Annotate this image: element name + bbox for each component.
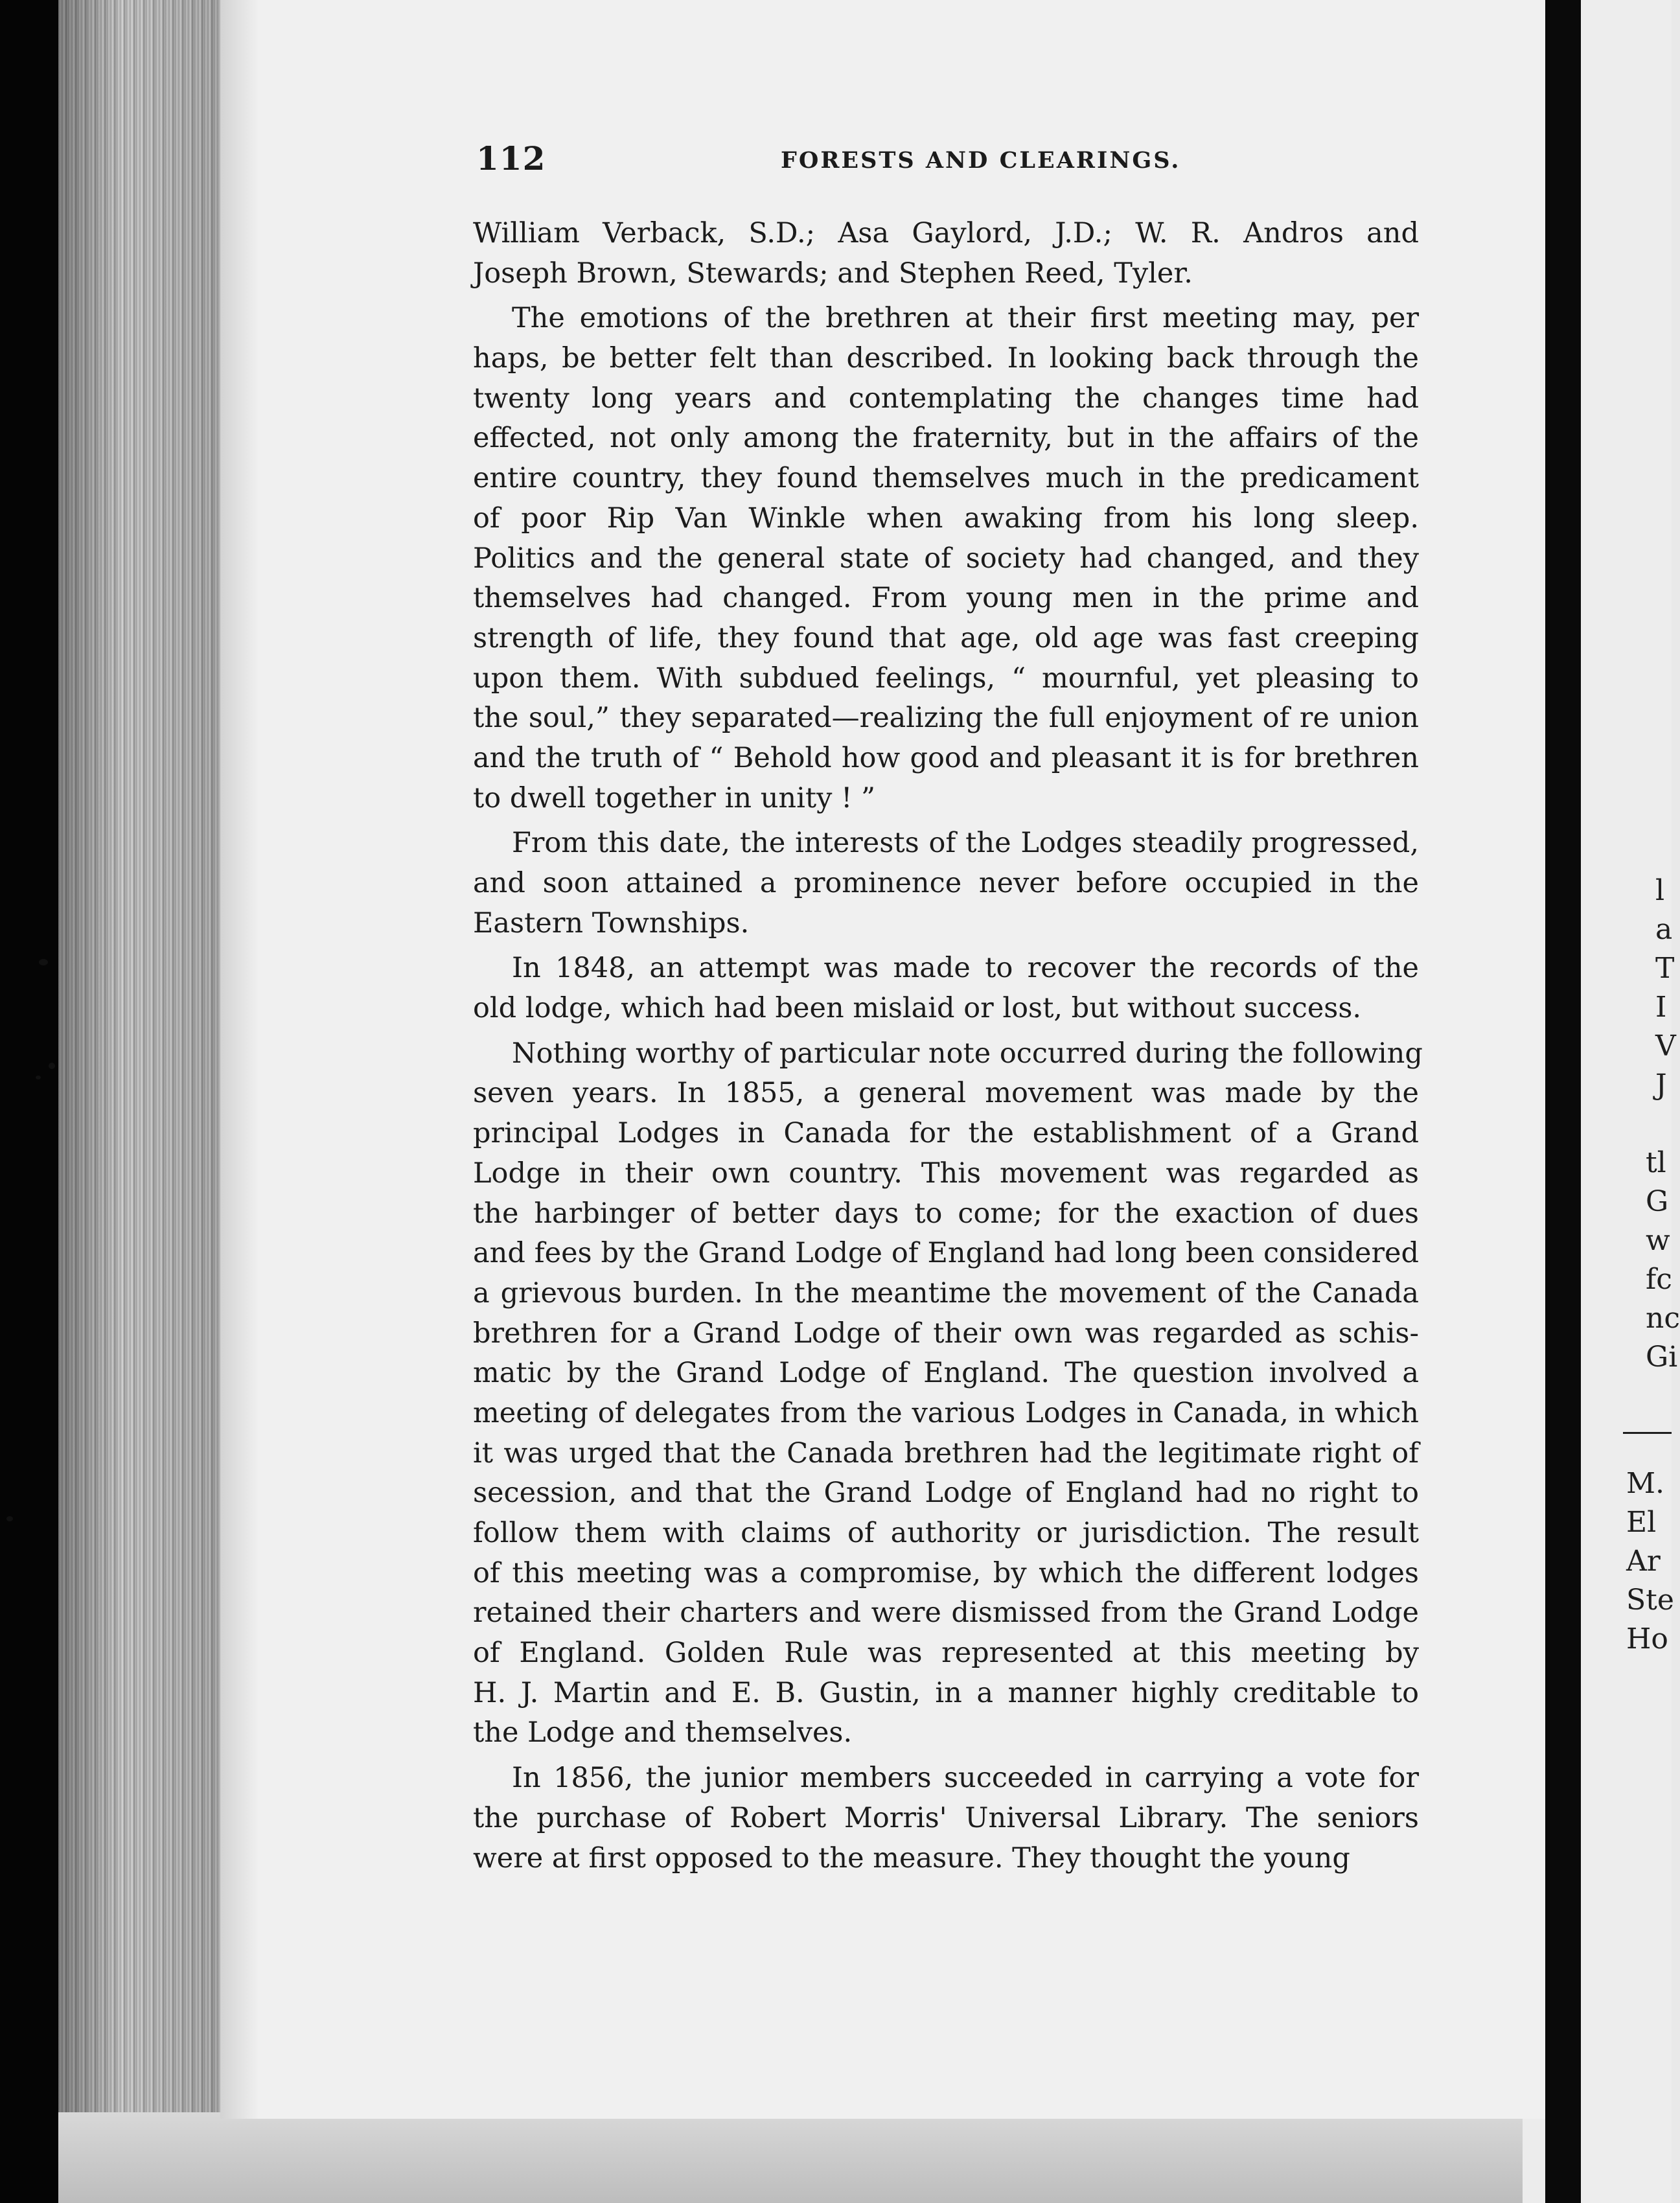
dust-speck — [49, 1063, 55, 1069]
text-line: old lodge, which had been mislaid or lost, but without success. — [473, 992, 1362, 1025]
text-line: themselves had changed. From young men in the prime and — [473, 582, 1419, 615]
text-line: H. J. Martin and E. B. Gustin, in a manner highly creditable to — [473, 1676, 1419, 1709]
body-text — [473, 214, 1423, 1878]
text-line: twenty long years and contemplating the changes time had — [473, 382, 1419, 415]
text-line: the purchase of Robert Morris' Universal Library. The seniors — [473, 1801, 1419, 1834]
text-line: follow them with claims of authority or jurisdiction. The result — [473, 1517, 1419, 1549]
text-line: In 1848, an attempt was made to recover the records of the — [512, 952, 1419, 985]
text-line: Joseph Brown, Stewards; and Stephen Reed, Tyler. — [473, 257, 1193, 290]
facing-page — [1581, 0, 1675, 2203]
text-line: a grievous burden. In the meantime the movement of the Canada — [473, 1276, 1419, 1309]
facing-page-fragment: Ho — [1626, 1622, 1668, 1655]
page-header — [476, 139, 1416, 185]
text-line: entire country, they found themselves much in the predicament — [473, 462, 1419, 495]
facing-page-fragment: Gi — [1646, 1341, 1678, 1374]
text-line: secession, and that the Grand Lodge of England had no right to — [473, 1477, 1419, 1510]
text-line: William Verback, S.D.; Asa Gaylord, J.D.; W. R. Andros and — [473, 217, 1419, 249]
text-line: the Lodge and themselves. — [473, 1716, 853, 1749]
paragraph — [473, 949, 1419, 1028]
text-line: haps, be better felt than described. In looking back through the — [473, 342, 1419, 375]
text-line: retained their charters and were dismissed from the Grand Lodge — [473, 1597, 1419, 1630]
text-line: were at first opposed to the measure. They thought the young — [473, 1841, 1350, 1874]
text-line: From this date, the interests of the Lodges steadily progressed, — [512, 827, 1419, 860]
book-spine — [1545, 0, 1581, 2203]
text-line: effected, not only among the fraternity, but in the affairs of the — [473, 422, 1419, 455]
facing-page-fragment: T — [1655, 952, 1675, 985]
text-line: meeting of delegates from the various Lodges in Canada, in which — [473, 1396, 1419, 1429]
dust-speck — [6, 1516, 13, 1521]
dust-speck — [39, 959, 48, 965]
facing-page-fragment: fc — [1646, 1263, 1672, 1296]
text-line: the harbinger of better days to come; for the exaction of dues — [473, 1197, 1419, 1230]
text-line: to dwell together in unity ! ” — [473, 781, 876, 814]
text-line: brethren for a Grand Lodge of their own was regarded as schis- — [473, 1317, 1419, 1350]
text-line: of poor Rip Van Winkle when awaking from his long sleep. — [473, 502, 1419, 535]
text-line: In 1856, the junior members succeeded in carrying a vote for — [512, 1762, 1419, 1795]
paragraph — [473, 299, 1419, 818]
facing-page-fragment: El — [1626, 1506, 1657, 1539]
paragraph — [473, 824, 1419, 943]
facing-page-fragment: J — [1655, 1068, 1667, 1102]
text-line: Lodge in their own country. This movement was regarded as — [473, 1157, 1419, 1190]
text-line: strength of life, they found that age, old age was fast creeping — [473, 621, 1419, 654]
paragraph — [473, 214, 1419, 294]
paragraph — [473, 1759, 1419, 1878]
facing-page-fragment: Ste — [1626, 1584, 1674, 1617]
text-line: of England. Golden Rule was represented at this meeting by — [473, 1637, 1419, 1670]
text-line: matic by the Grand Lodge of England. The question involved a — [473, 1357, 1419, 1390]
running-title: FORESTS AND CLEARINGS. — [781, 147, 1181, 174]
text-line: principal Lodges in Canada for the establishment of a Grand — [473, 1117, 1419, 1150]
text-line: and the truth of “ Behold how good and pleasant it is for brethren — [473, 741, 1419, 774]
facing-page-fragment: l — [1655, 874, 1665, 907]
paragraph — [473, 1034, 1423, 1753]
text-line: The emotions of the brethren at their first meeting may, per — [512, 302, 1419, 335]
page-stack-shadow — [58, 0, 220, 2203]
text-line: Nothing worthy of particular note occurred during the following — [512, 1037, 1423, 1070]
text-line: Eastern Townships. — [473, 906, 750, 940]
text-line: seven years. In 1855, a general movement was made by the — [473, 1077, 1419, 1110]
page-gutter-shadow — [220, 0, 259, 2119]
page-number: 112 — [476, 139, 546, 178]
dust-speck — [36, 1076, 41, 1079]
facing-page-fragment: tl — [1646, 1146, 1666, 1179]
facing-page-fragment: V — [1655, 1030, 1676, 1063]
facing-page-fragment: nc — [1646, 1302, 1680, 1335]
facing-page-fragment: I — [1655, 991, 1667, 1024]
facing-page-fragment: Ar — [1626, 1545, 1661, 1578]
facing-page-rule — [1623, 1432, 1672, 1434]
text-line: the soul,” they separated—realizing the full enjoyment of re union — [473, 702, 1419, 735]
facing-page-fragment: M. — [1626, 1467, 1665, 1500]
text-line: Politics and the general state of society had changed, and they — [473, 542, 1419, 575]
text-line: of this meeting was a compromise, by which the different lodges — [473, 1556, 1419, 1589]
text-line: upon them. With subdued feelings, “ mournful, yet pleasing to — [473, 662, 1419, 695]
scan-left-border — [0, 0, 58, 2203]
facing-page-fragment: a — [1655, 913, 1673, 946]
facing-page-fragment: G — [1646, 1185, 1669, 1218]
facing-page-fragment: w — [1646, 1224, 1670, 1257]
text-line: and soon attained a prominence never before occupied in the — [473, 867, 1419, 899]
text-line: and fees by the Grand Lodge of England had long been considered — [473, 1237, 1419, 1270]
text-line: it was urged that the Canada brethren had the legitimate right of — [473, 1436, 1419, 1470]
page-stack-bottom-edge — [58, 2112, 1523, 2203]
